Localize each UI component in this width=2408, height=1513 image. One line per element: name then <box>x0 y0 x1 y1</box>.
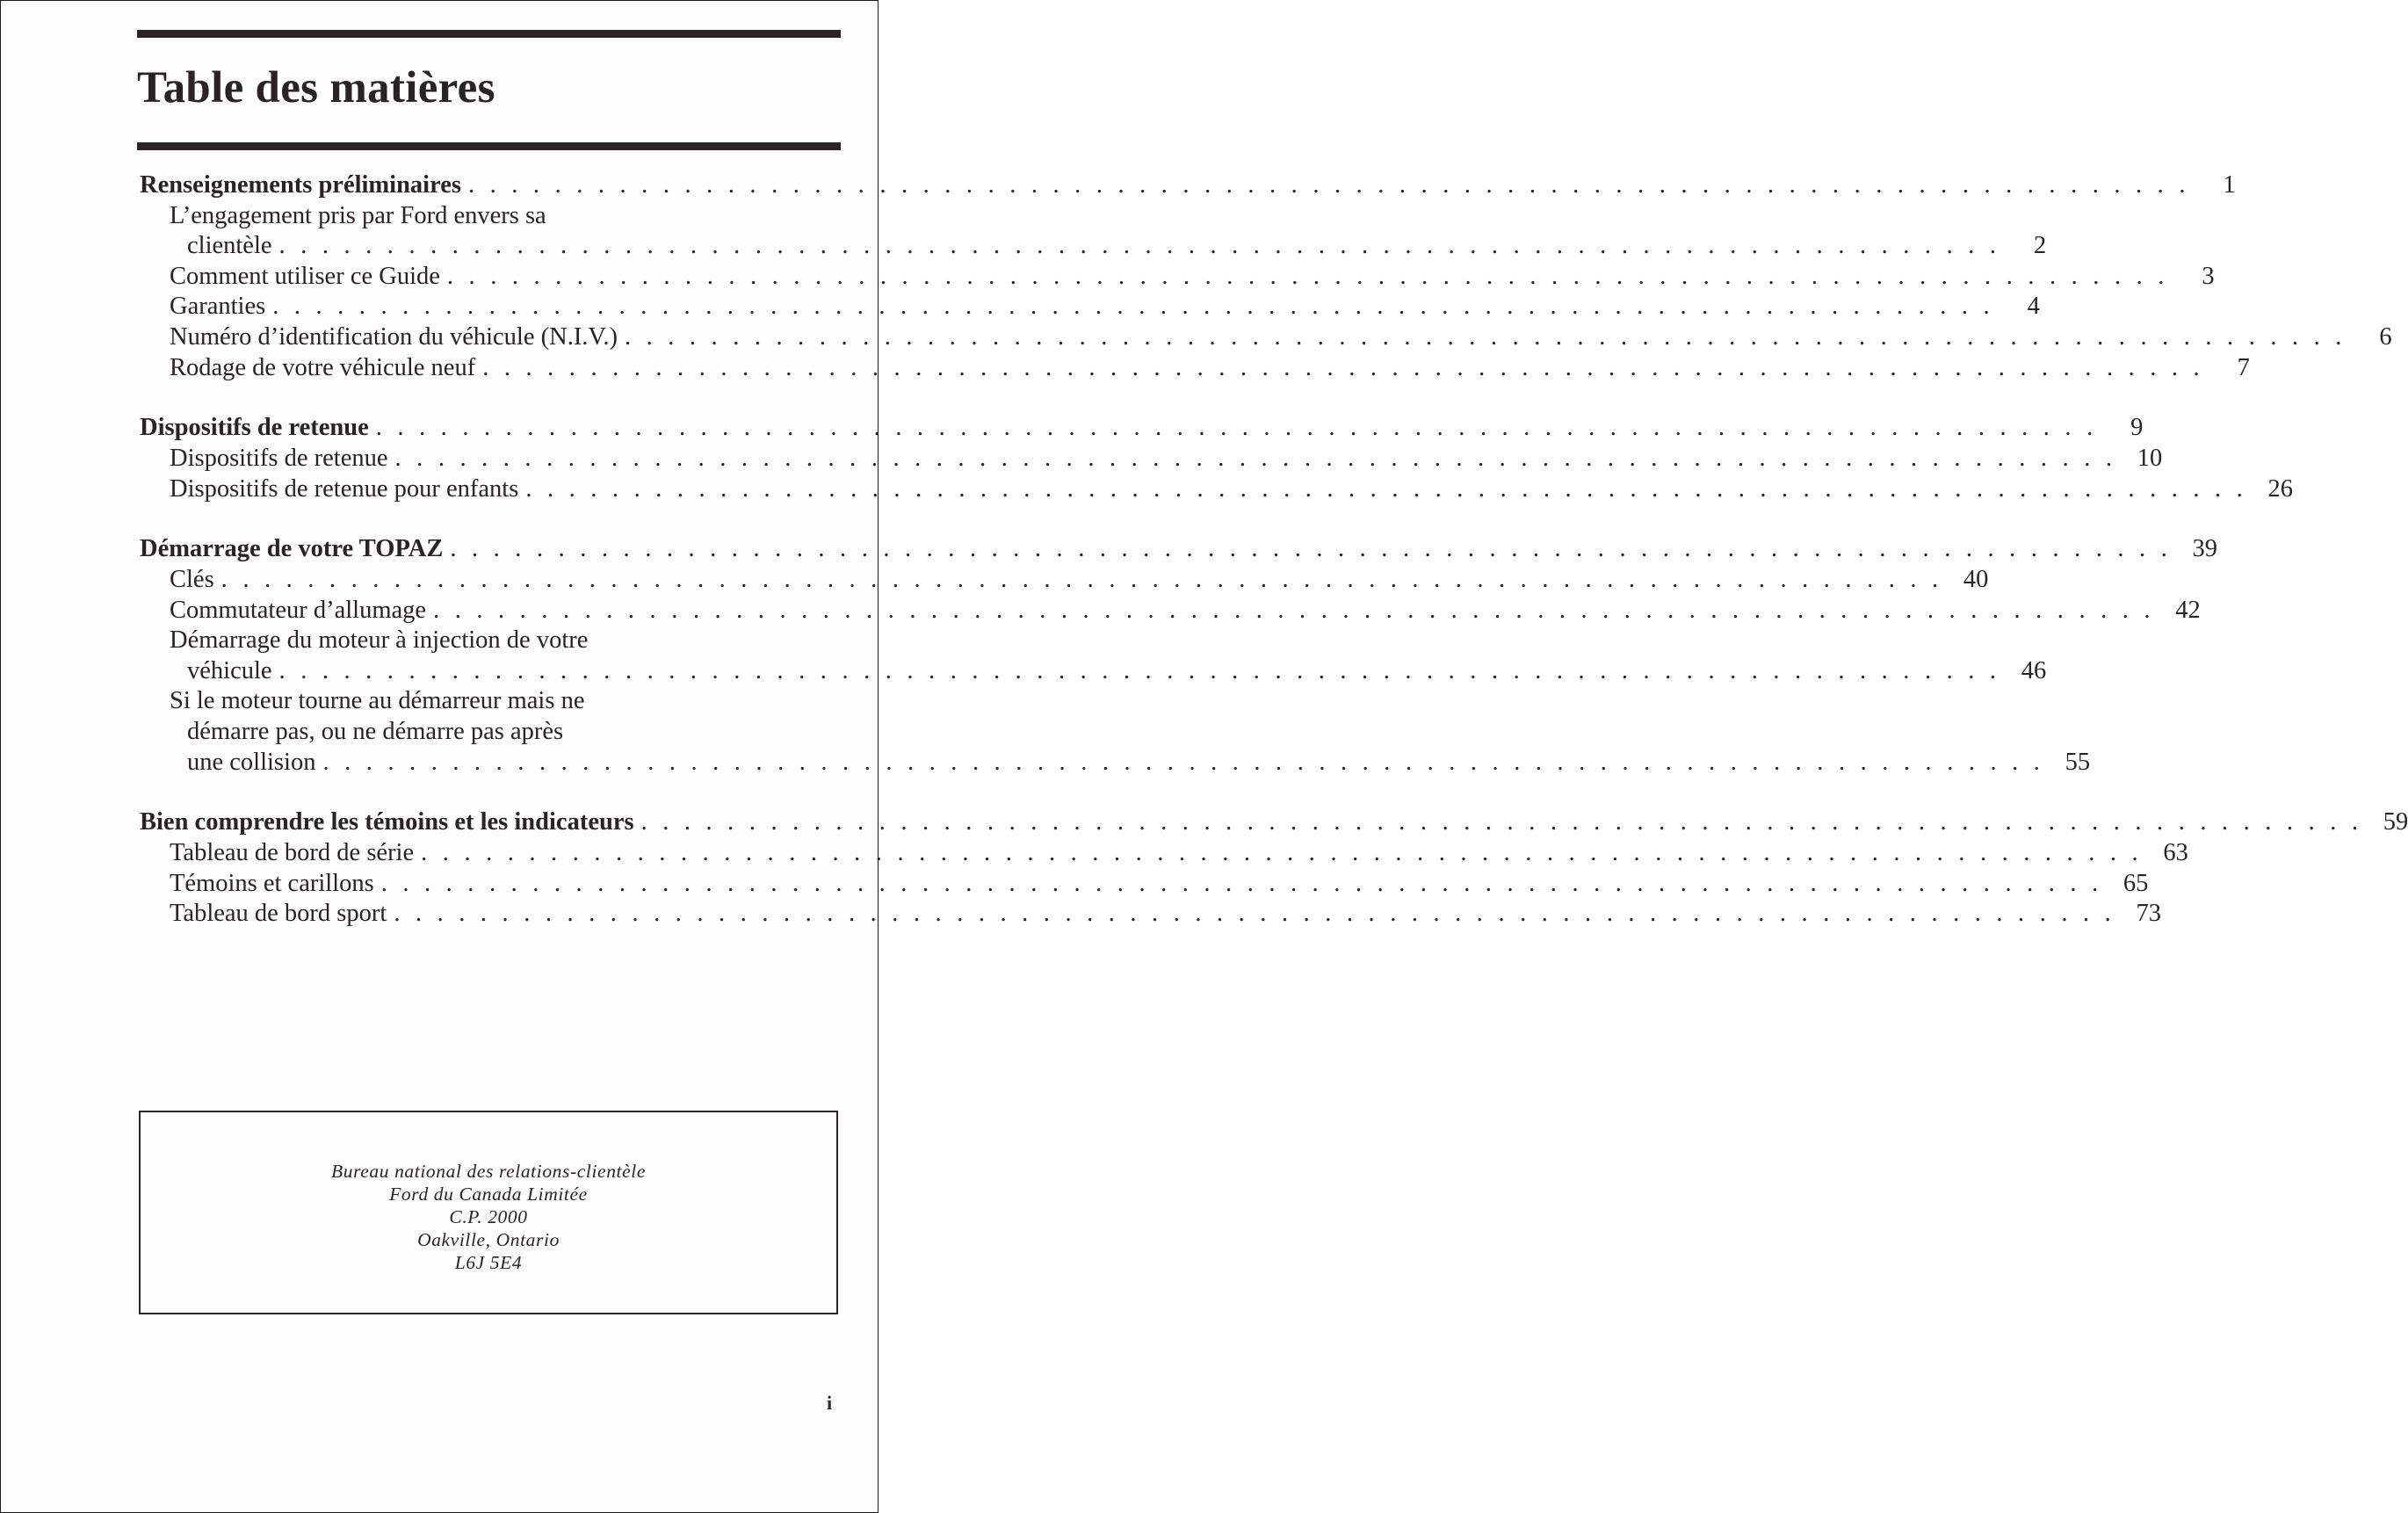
page-number: 2 <box>2033 232 2047 260</box>
toc-section-heading <box>140 533 2218 565</box>
toc-entry-label: clientèle <box>187 232 272 260</box>
page-number: 73 <box>2136 900 2161 928</box>
dot-leader: . . . . . . . . . . . . . . . . . . . . . . . . . . . . . . . . . . . . . . . . . . . . . . . . . . . . . . . . . . . . . . . . . . . . . . . . . . . . . . . . <box>278 232 2001 260</box>
page-number: 59 <box>2383 808 2408 836</box>
page-number: 1 <box>2223 171 2236 199</box>
page-number: 63 <box>2163 839 2188 866</box>
toc-section-heading <box>140 807 2408 838</box>
page-number: 3 <box>2202 262 2215 290</box>
toc-entry-label: Tableau de bord sport <box>170 900 387 928</box>
toc-entry <box>170 322 2392 353</box>
page-number: 55 <box>2065 748 2091 776</box>
toc-entry-label: Témoins et carillons <box>170 869 374 897</box>
page-number: 7 <box>2237 353 2250 381</box>
toc-entry-label: Numéro d’identification du véhicule (N.I.V.) <box>170 323 618 351</box>
dot-leader: . . . . . . . . . . . . . . . . . . . . . . . . . . . . . . . . . . . . . . . . . . . . . . . . . . . . . . . . . . . . . . . . . . . . . . . . . . . . . . . . <box>375 414 2098 442</box>
page-number: 42 <box>2175 596 2201 624</box>
dot-leader: . . . . . . . . . . . . . . . . . . . . . . . . . . . . . . . . . . . . . . . . . . . . . . . . . . . . . . . . . . . . . . . . . . . . . . . . . . . . . . . . <box>322 748 2045 776</box>
toc-entry-line: Démarrage du moteur à injection de votre <box>170 626 589 655</box>
page-number: 10 <box>2137 445 2163 472</box>
toc-entry <box>170 837 2188 869</box>
toc-entry-label: véhicule <box>187 656 272 684</box>
toc-entry <box>187 230 2047 262</box>
toc-entry-line: L’engagement pris par Ford envers sa <box>170 201 546 229</box>
dot-leader: . . . . . . . . . . . . . . . . . . . . . . . . . . . . . . . . . . . . . . . . . . . . . . . . . . . . . . . . . . . . . . . . . . . . . . . . . . . . . . . . <box>450 535 2173 563</box>
dot-leader: . . . . . . . . . . . . . . . . . . . . . . . . . . . . . . . . . . . . . . . . . . . . . . . . . . . . . . . . . . . . . . . . . . . . . . . . . . . . . . . . <box>394 900 2115 928</box>
toc-section-heading-label: Bien comprendre les témoins et les indicateurs <box>140 808 634 836</box>
toc-section-heading-label: Dispositifs de retenue <box>140 414 369 442</box>
dot-leader: . . . . . . . . . . . . . . . . . . . . . . . . . . . . . . . . . . . . . . . . . . . . . . . . . . . . . . . . . . . . . . . . . . . . . . . . . . . . . . . . <box>525 474 2248 503</box>
toc-section-heading-label: Démarrage de votre TOPAZ <box>140 535 444 563</box>
page-number: 46 <box>2021 656 2047 684</box>
page-number: 39 <box>2192 535 2218 563</box>
top-rule <box>137 30 841 38</box>
toc-section-heading <box>140 170 2236 201</box>
dot-leader: . . . . . . . . . . . . . . . . . . . . . . . . . . . . . . . . . . . . . . . . . . . . . . . . . . . . . . . . . . . . . . . . . . . . . . . . . . . . . . . . <box>394 445 2117 472</box>
page-number: 4 <box>2027 293 2040 321</box>
toc-entry-line: démarre pas, ou ne démarre pas après <box>187 718 564 745</box>
toc-entry <box>170 595 2201 626</box>
address-line: Oakville, Ontario <box>417 1229 560 1250</box>
dot-leader: . . . . . . . . . . . . . . . . . . . . . . . . . . . . . . . . . . . . . . . . . . . . . . . . . . . . . . . . . . . . . . . . . . . . . . . . . . . . . . . . <box>640 808 2363 836</box>
toc-section-heading-label: Renseignements préliminaires <box>140 171 461 199</box>
address-line: Ford du Canada Limitée <box>389 1184 588 1205</box>
page-folio: i <box>827 1392 833 1414</box>
page-title: Table des matières <box>137 63 495 112</box>
dot-leader: . . . . . . . . . . . . . . . . . . . . . . . . . . . . . . . . . . . . . . . . . . . . . . . . . . . . . . . . . . . . . . . . . . . . . . . . . . . . . . . . <box>624 323 2347 351</box>
dot-leader: . . . . . . . . . . . . . . . . . . . . . . . . . . . . . . . . . . . . . . . . . . . . . . . . . . . . . . . . . . . . . . . . . . . . . . . . . . . . . . . . <box>380 869 2103 897</box>
toc-entry-label: Garanties <box>170 293 266 321</box>
toc-entry <box>187 655 2047 687</box>
address-line: L6J 5E4 <box>454 1252 523 1273</box>
toc-entry-line: Si le moteur tourne au démarreur mais ne <box>170 687 585 715</box>
dot-leader: . . . . . . . . . . . . . . . . . . . . . . . . . . . . . . . . . . . . . . . . . . . . . . . . . . . . . . . . . . . . . . . . . . . . . . . . . . . . . . . . <box>467 171 2190 199</box>
dot-leader: . . . . . . . . . . . . . . . . . . . . . . . . . . . . . . . . . . . . . . . . . . . . . . . . . . . . . . . . . . . . . . . . . . . . . . . . . . . . . . . . <box>278 656 2001 684</box>
toc-entry-label: Dispositifs de retenue <box>170 445 388 472</box>
address-line: Bureau national des relations-clientèle <box>331 1161 646 1182</box>
address-box <box>139 1111 838 1314</box>
page-number: 6 <box>2379 323 2392 351</box>
toc-entry-label: Tableau de bord de série <box>170 839 415 866</box>
toc-entry <box>170 474 2294 505</box>
toc-entry-label: Comment utiliser ce Guide <box>170 262 440 290</box>
toc-entry <box>170 443 2163 474</box>
toc-entry <box>170 564 1989 596</box>
toc-entry <box>170 868 2149 900</box>
toc-entry-label: Commutateur d’allumage <box>170 596 427 624</box>
toc-entry-label: Rodage de votre véhicule neuf <box>170 353 476 381</box>
title-underline-rule <box>137 142 841 150</box>
address-line: C.P. 2000 <box>449 1206 528 1227</box>
toc-entry <box>170 291 2040 322</box>
dot-leader: . . . . . . . . . . . . . . . . . . . . . . . . . . . . . . . . . . . . . . . . . . . . . . . . . . . . . . . . . . . . . . . . . . . . . . . . . . . . . . . . <box>482 353 2204 381</box>
toc-entry-label: une collision <box>187 748 316 776</box>
toc-entry <box>170 352 2250 384</box>
toc-entry-label: Clés <box>170 566 214 593</box>
toc-entry <box>187 747 2091 778</box>
toc-section-heading <box>140 412 2144 444</box>
page-number: 65 <box>2122 869 2149 897</box>
address-block <box>141 1160 836 1274</box>
dot-leader: . . . . . . . . . . . . . . . . . . . . . . . . . . . . . . . . . . . . . . . . . . . . . . . . . . . . . . . . . . . . . . . . . . . . . . . . . . . . . . . . <box>433 596 2155 624</box>
page-number: 40 <box>1963 566 1989 593</box>
dot-leader: . . . . . . . . . . . . . . . . . . . . . . . . . . . . . . . . . . . . . . . . . . . . . . . . . . . . . . . . . . . . . . . . . . . . . . . . . . . . . . . . <box>421 839 2143 866</box>
toc-entry-label: Dispositifs de retenue pour enfants <box>170 474 519 503</box>
toc-entry <box>170 898 2161 930</box>
toc-entry <box>170 261 2215 293</box>
dot-leader: . . . . . . . . . . . . . . . . . . . . . . . . . . . . . . . . . . . . . . . . . . . . . . . . . . . . . . . . . . . . . . . . . . . . . . . . . . . . . . . . <box>221 566 1943 593</box>
dot-leader: . . . . . . . . . . . . . . . . . . . . . . . . . . . . . . . . . . . . . . . . . . . . . . . . . . . . . . . . . . . . . . . . . . . . . . . . . . . . . . . . <box>272 293 1994 321</box>
dot-leader: . . . . . . . . . . . . . . . . . . . . . . . . . . . . . . . . . . . . . . . . . . . . . . . . . . . . . . . . . . . . . . . . . . . . . . . . . . . . . . . . <box>446 262 2169 290</box>
page-number: 26 <box>2267 474 2294 503</box>
page-number: 9 <box>2130 414 2144 442</box>
